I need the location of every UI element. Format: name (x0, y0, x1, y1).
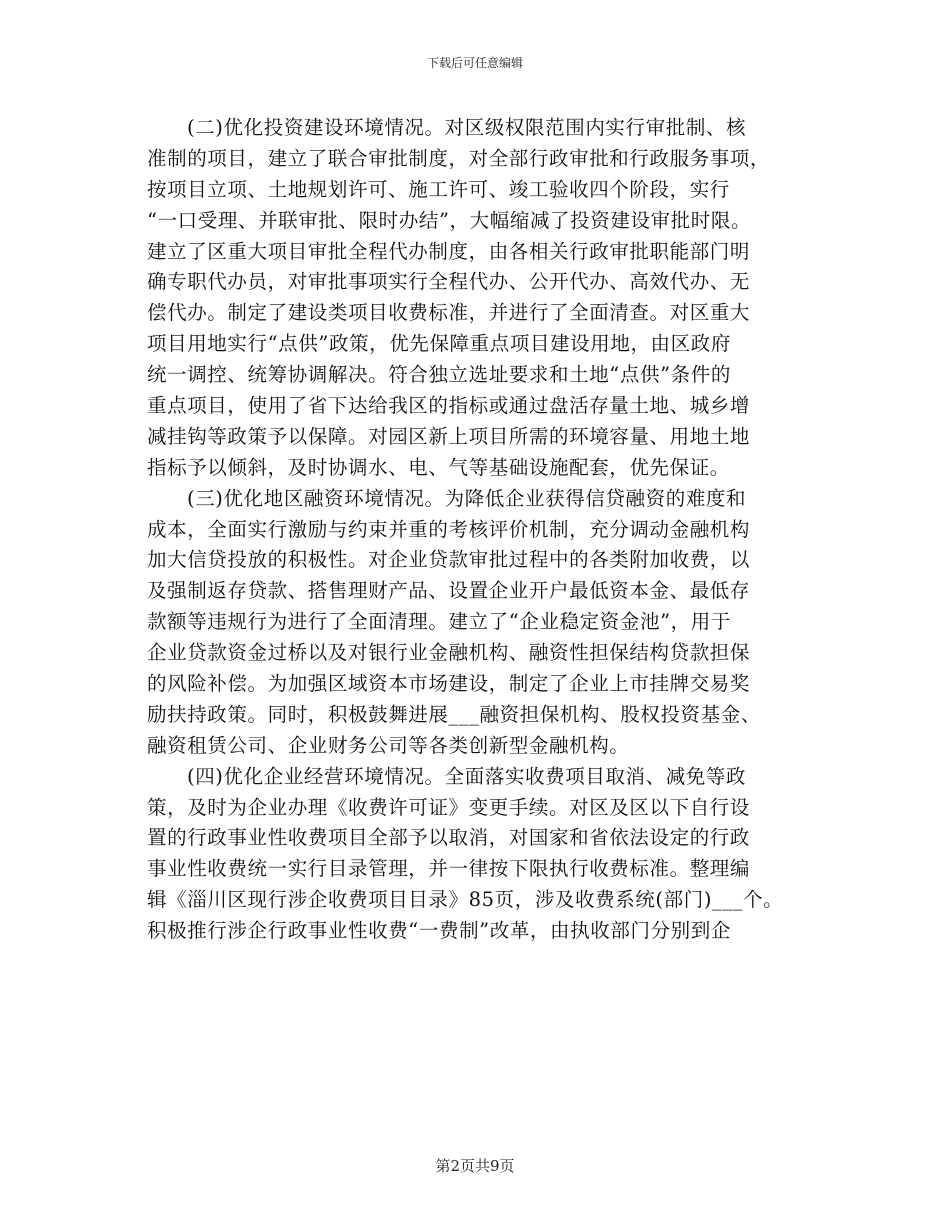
paragraph-line: 按项目立项、土地规划许可、施工许可、竣工验收四个阶段，实行 (147, 177, 730, 201)
paragraph-line: 企业贷款资金过桥以及对银行业金融机构、融资性担保结构贷款担保 (147, 641, 751, 665)
paragraph-line: 事业性收费统一实行目录管理，并一律按下限执行收费标准。整理编 (147, 857, 751, 881)
paragraph-line: (四)优化企业经营环境情况。全面落实收费项目取消、减免等政 (187, 764, 747, 788)
paragraph-line: 统一调控、统筹协调解决。符合独立选址要求和土地“点供”条件的 (147, 363, 731, 387)
paragraph-line: 建立了区重大项目审批全程代办制度，由各相关行政审批职能部门明 (147, 239, 751, 263)
paragraph-line: 项目用地实行“点供”政策，优先保障重点项目建设用地，由区政府 (147, 332, 731, 356)
paragraph-line: 减挂钩等政策予以保障。对园区新上项目所需的环境容量、用地土地 (147, 424, 751, 448)
paragraph-line: 策，及时为企业办理《收费许可证》变更手续。对区及区以下自行设 (147, 795, 751, 819)
document-body (147, 113, 807, 947)
paragraph-line: 辑《淄川区现行涉企收费项目目录》85页，涉及收费系统(部门)___个。 (147, 888, 784, 912)
paragraph-line: 成本，全面实行激励与约束并重的考核评价机制，充分调动金融机构 (147, 517, 751, 541)
paragraph-line: 及强制返存贷款、搭售理财产品、设置企业开户最低资本金、最低存 (147, 579, 751, 603)
paragraph-line: 准制的项目，建立了联合审批制度，对全部行政审批和行政服务事项， (147, 146, 771, 170)
paragraph-line: 重点项目，使用了省下达给我区的指标或通过盘活存量土地、城乡增 (147, 394, 751, 418)
page-number: 第2页共9页 (435, 1157, 515, 1175)
paragraph-line: 融资租赁公司、企业财务公司等各类创新型金融机构。 (147, 733, 630, 757)
paragraph-line: 加大信贷投放的积极性。对企业贷款审批过程中的各类附加收费，以 (147, 548, 751, 572)
paragraph-line: 确专职代办员，对审批事项实行全程代办、公开代办、高效代办、无 (147, 270, 751, 294)
paragraph-line: 积极推行涉企行政事业性收费“一费制”改革，由执收部门分别到企 (147, 919, 731, 943)
paragraph-line: 偿代办。制定了建设类项目收费标准，并进行了全面清查。对区重大 (147, 301, 751, 325)
paragraph-line: (二)优化投资建设环境情况。对区级权限范围内实行审批制、核 (187, 116, 747, 139)
paragraph-line: “一口受理、并联审批、限时办结”，大幅缩减了投资建设审批时限。 (147, 208, 752, 232)
paragraph-line: 置的行政事业性收费项目全部予以取消，对国家和省依法设定的行政 (147, 826, 751, 850)
paragraph-line: (三)优化地区融资环境情况。为降低企业获得信贷融资的难度和 (187, 486, 747, 510)
paragraph-line: 指标予以倾斜，及时协调水、电、气等基础设施配套，优先保证。 (147, 455, 730, 479)
page-header: 下载后可任意编辑 (426, 56, 523, 70)
paragraph-line: 款额等违规行为进行了全面清理。建立了“企业稳定资金池”，用于 (147, 610, 731, 634)
paragraph-line: 励扶持政策。同时，积极鼓舞进展___融资担保机构、股权投资基金、 (147, 702, 761, 726)
paragraph-line: 的风险补偿。为加强区域资本市场建设，制定了企业上市挂牌交易奖 (147, 672, 751, 696)
